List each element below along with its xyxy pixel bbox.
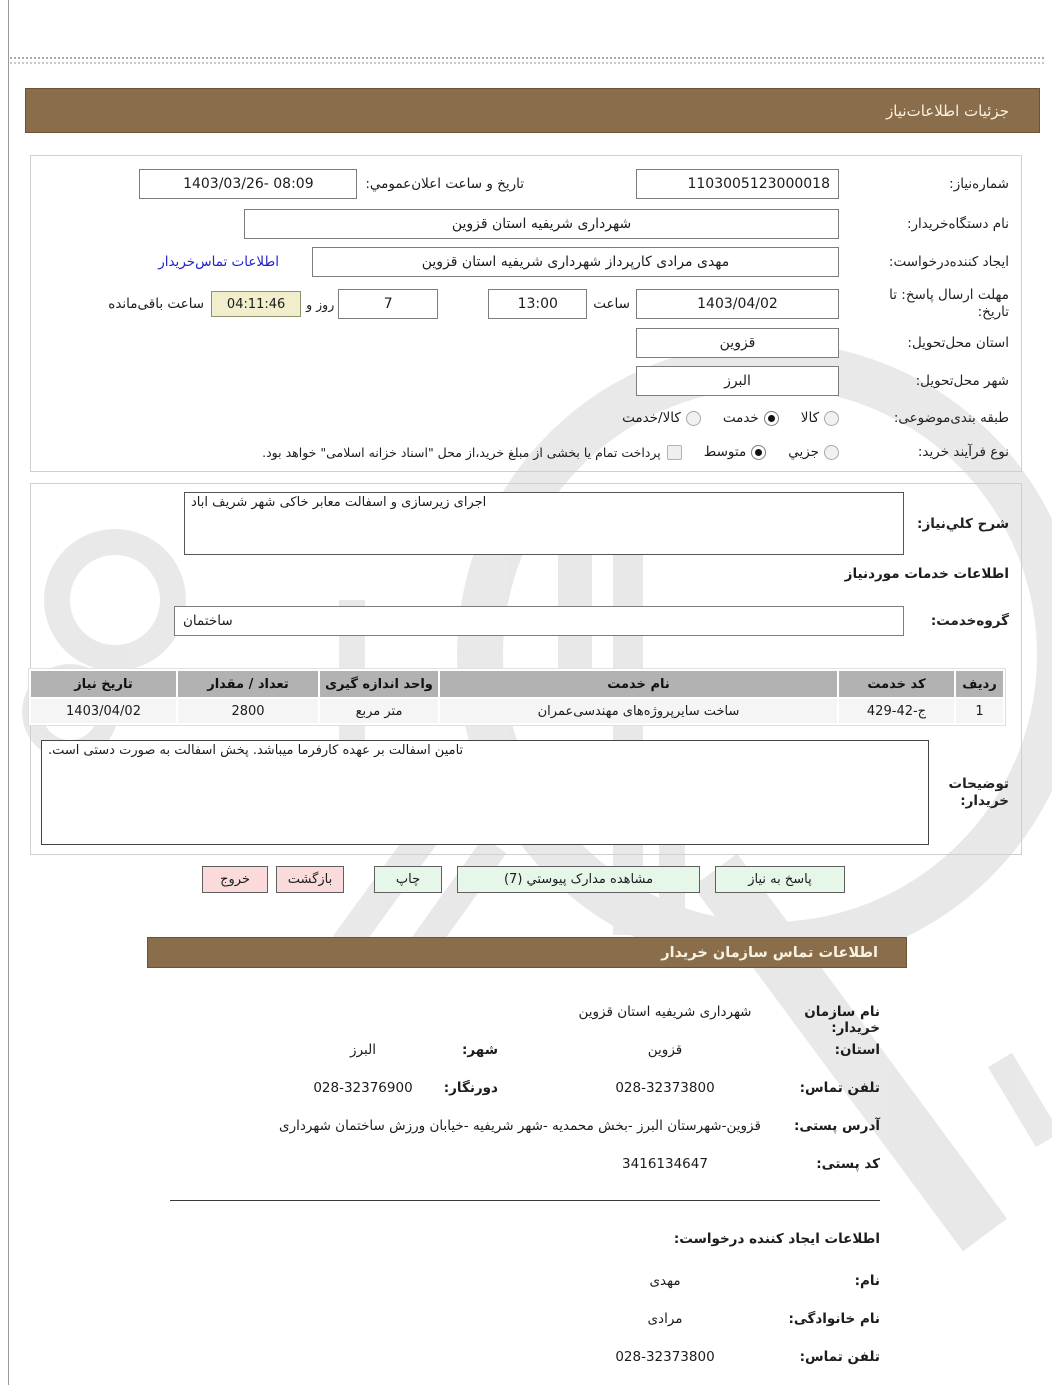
postal-address-value: قزوین-شهرستان البرز -بخش محمدیه -شهر شریفیه -خیابان ورزش ساختمان شهرداری: [279, 1118, 761, 1134]
request-creator-info-heading: اطلاعات ایجاد کننده درخواست:: [673, 1231, 880, 1247]
row-service-group: [39, 606, 1009, 636]
need-number-field[interactable]: 1103005123000018: [636, 169, 839, 199]
buyer-org-field[interactable]: شهرداری شریفیه استان قزوین: [244, 209, 839, 239]
postal-code-value: 3416134647: [622, 1156, 708, 1172]
buyer-contact-section: [147, 937, 907, 1369]
row-creator-phone: [147, 1349, 907, 1369]
cell-unit: متر مربع: [320, 699, 438, 723]
row-buyer-notes: [41, 740, 1009, 845]
action-buttons: [0, 866, 1052, 893]
contact-fax-value: 028-32376900: [313, 1080, 413, 1096]
postal-address-label: آدرس پستی:: [793, 1118, 880, 1134]
buyer-notes-label: توضیحات خریدار:: [948, 775, 1009, 809]
services-info-heading: اطلاعات خدمات موردنیاز: [844, 566, 1009, 582]
print-button[interactable]: چاپ: [374, 866, 442, 893]
classification-label: طبقه بندی‌موضوعی:: [893, 410, 1009, 426]
announce-label: تاریخ و ساعت اعلان‌عمومي:: [365, 176, 524, 192]
row-phone-fax: [147, 1080, 907, 1100]
delivery-province-label: استان محل‌تحویل:: [907, 335, 1009, 351]
delivery-province-field[interactable]: قزوین: [636, 328, 839, 358]
last-name-label: نام خانوادگی:: [788, 1311, 880, 1327]
buyer-contact-title-bar: [147, 937, 907, 968]
page-title-bar: [25, 88, 1040, 133]
col-unit: واحد اندازه گیری: [320, 671, 438, 697]
col-service-name: نام خدمت: [440, 671, 837, 697]
remaining-hours-label: ساعت باقی‌مانده: [108, 296, 205, 312]
row-buyer-org: [39, 209, 1009, 239]
announce-datetime-field[interactable]: 1403/03/26- 08:09: [139, 169, 357, 199]
page-title: جزئیات اطلاعات‌نیاز: [886, 101, 1009, 120]
process-type-label: نوع فرآیند خرید:: [917, 444, 1009, 460]
delivery-city-label: شهر محل‌تحویل:: [915, 373, 1009, 389]
row-subject-classification: [39, 410, 1009, 426]
row-delivery-province: [39, 328, 1009, 358]
delivery-city-field[interactable]: البرز: [636, 366, 839, 396]
contact-province-label: استان:: [834, 1042, 880, 1058]
buyer-org-label: نام دستگاه‌خریدار:: [906, 216, 1009, 232]
creator-phone-value: 028-32373800: [615, 1349, 715, 1365]
radio-goods-service[interactable]: [686, 411, 701, 426]
first-name-label: نام:: [854, 1273, 880, 1289]
buyer-notes-textarea[interactable]: تامین اسفالت بر عهده کارفرما میباشد. پخش اسفالت به صورت دستی است.: [41, 740, 929, 845]
services-table: [28, 668, 1006, 726]
buyer-contact-link[interactable]: اطلاعات تماس‌خریدار: [158, 254, 279, 270]
col-row: ردیف: [956, 671, 1003, 697]
creator-phone-label: تلفن تماس:: [799, 1349, 880, 1365]
exit-button[interactable]: خروج: [202, 866, 268, 893]
row-response-deadline: [39, 287, 1009, 321]
org-name-value: شهرداری شریفیه استان قزوین: [578, 1004, 752, 1020]
radio-medium[interactable]: [751, 445, 766, 460]
need-description-label: شرح کلي‌نیاز:: [917, 515, 1009, 532]
days-label: روز و: [306, 296, 335, 312]
treasury-docs-checkbox[interactable]: [667, 445, 682, 460]
deadline-time-field[interactable]: 13:00: [488, 289, 587, 319]
radio-medium-label: متوسط: [703, 444, 747, 460]
contact-phone-value: 028-32373800: [615, 1080, 715, 1096]
row-need-number: [39, 169, 1009, 199]
cell-row: 1: [956, 699, 1003, 723]
row-province-city: [147, 1042, 907, 1062]
last-name-value: مرادی: [647, 1311, 683, 1327]
postal-code-label: کد پستی:: [816, 1156, 880, 1172]
buyer-contact-title: اطلاعات تماس سازمان خریدار: [661, 944, 878, 961]
row-request-creator: [39, 247, 1009, 277]
first-name-value: مهدی: [649, 1273, 681, 1289]
radio-goods-service-label: کالا/خدمت: [622, 410, 681, 426]
radio-goods-label: کالا: [800, 410, 819, 426]
contact-phone-label: تلفن تماس:: [799, 1080, 880, 1096]
countdown-timer: 04:11:46: [211, 291, 301, 317]
radio-partial-label: جزیي: [788, 444, 819, 460]
request-creator-label: ایجاد کننده‌درخواست:: [888, 254, 1009, 270]
need-description-textarea[interactable]: اجرای زیرسازی و اسفالت معابر خاکی شهر شریف اباد: [184, 492, 904, 555]
deadline-hour-label: ساعت: [593, 296, 630, 312]
row-purchase-process: [39, 444, 1009, 460]
row-last-name: [147, 1311, 907, 1331]
radio-service-label: خدمت: [722, 410, 759, 426]
treasury-docs-checkbox-label: پرداخت تمام یا بخشی از مبلغ خرید،از محل "اسناد خزانه اسلامی" خواهد بود.: [262, 444, 661, 460]
reply-to-need-button[interactable]: پاسخ به نیاز: [715, 866, 845, 893]
deadline-days-field[interactable]: 7: [338, 289, 438, 319]
radio-service[interactable]: [764, 411, 779, 426]
service-group-field[interactable]: ساختمان: [174, 606, 904, 636]
request-creator-field[interactable]: مهدی مرادی کارپرداز شهرداری شریفیه استان قزوین: [312, 247, 839, 277]
cell-quantity: 2800: [178, 699, 318, 723]
org-name-label: نام سازمان خریدار:: [804, 1004, 880, 1036]
col-quantity: تعداد / مقدار: [178, 671, 318, 697]
row-org-name: [147, 1004, 907, 1036]
cell-service-name: ساخت سایرپروژه‌های مهندسی‌عمران: [440, 699, 837, 723]
need-number-label: شماره‌نیاز:: [949, 176, 1009, 192]
table-row: [31, 699, 1003, 723]
row-need-description: [39, 492, 1009, 555]
row-postal-address: [147, 1118, 907, 1138]
top-double-divider: [10, 57, 1046, 65]
page-left-border: [8, 0, 9, 1385]
radio-partial[interactable]: [824, 445, 839, 460]
col-service-code: کد خدمت: [839, 671, 954, 697]
contact-city-value: البرز: [350, 1042, 376, 1058]
section-divider: [170, 1200, 880, 1201]
deadline-date-field[interactable]: 1403/04/02: [636, 289, 839, 319]
contact-province-value: قزوین: [647, 1042, 683, 1058]
deadline-label: مهلت ارسال پاسخ: تا تاریخ:: [889, 287, 1009, 320]
row-first-name: [147, 1273, 907, 1293]
services-box: [30, 483, 1022, 855]
row-delivery-city: [39, 366, 1009, 396]
radio-goods[interactable]: [824, 411, 839, 426]
col-need-date: تاریخ نیاز: [31, 671, 176, 697]
services-table-header-row: [31, 671, 1003, 697]
back-button[interactable]: بازگشت: [276, 866, 344, 893]
contact-fax-label: دورنگار:: [443, 1080, 498, 1096]
row-postal-code: [147, 1156, 907, 1176]
contact-city-label: شهر:: [462, 1042, 498, 1058]
service-group-label: گروه‌خدمت:: [930, 613, 1009, 629]
cell-need-date: 1403/04/02: [31, 699, 176, 723]
need-info-box: [30, 155, 1022, 472]
view-attachments-button[interactable]: مشاهده مدارک پیوستي (7): [457, 866, 700, 893]
cell-service-code: ج-42-429: [839, 699, 954, 723]
